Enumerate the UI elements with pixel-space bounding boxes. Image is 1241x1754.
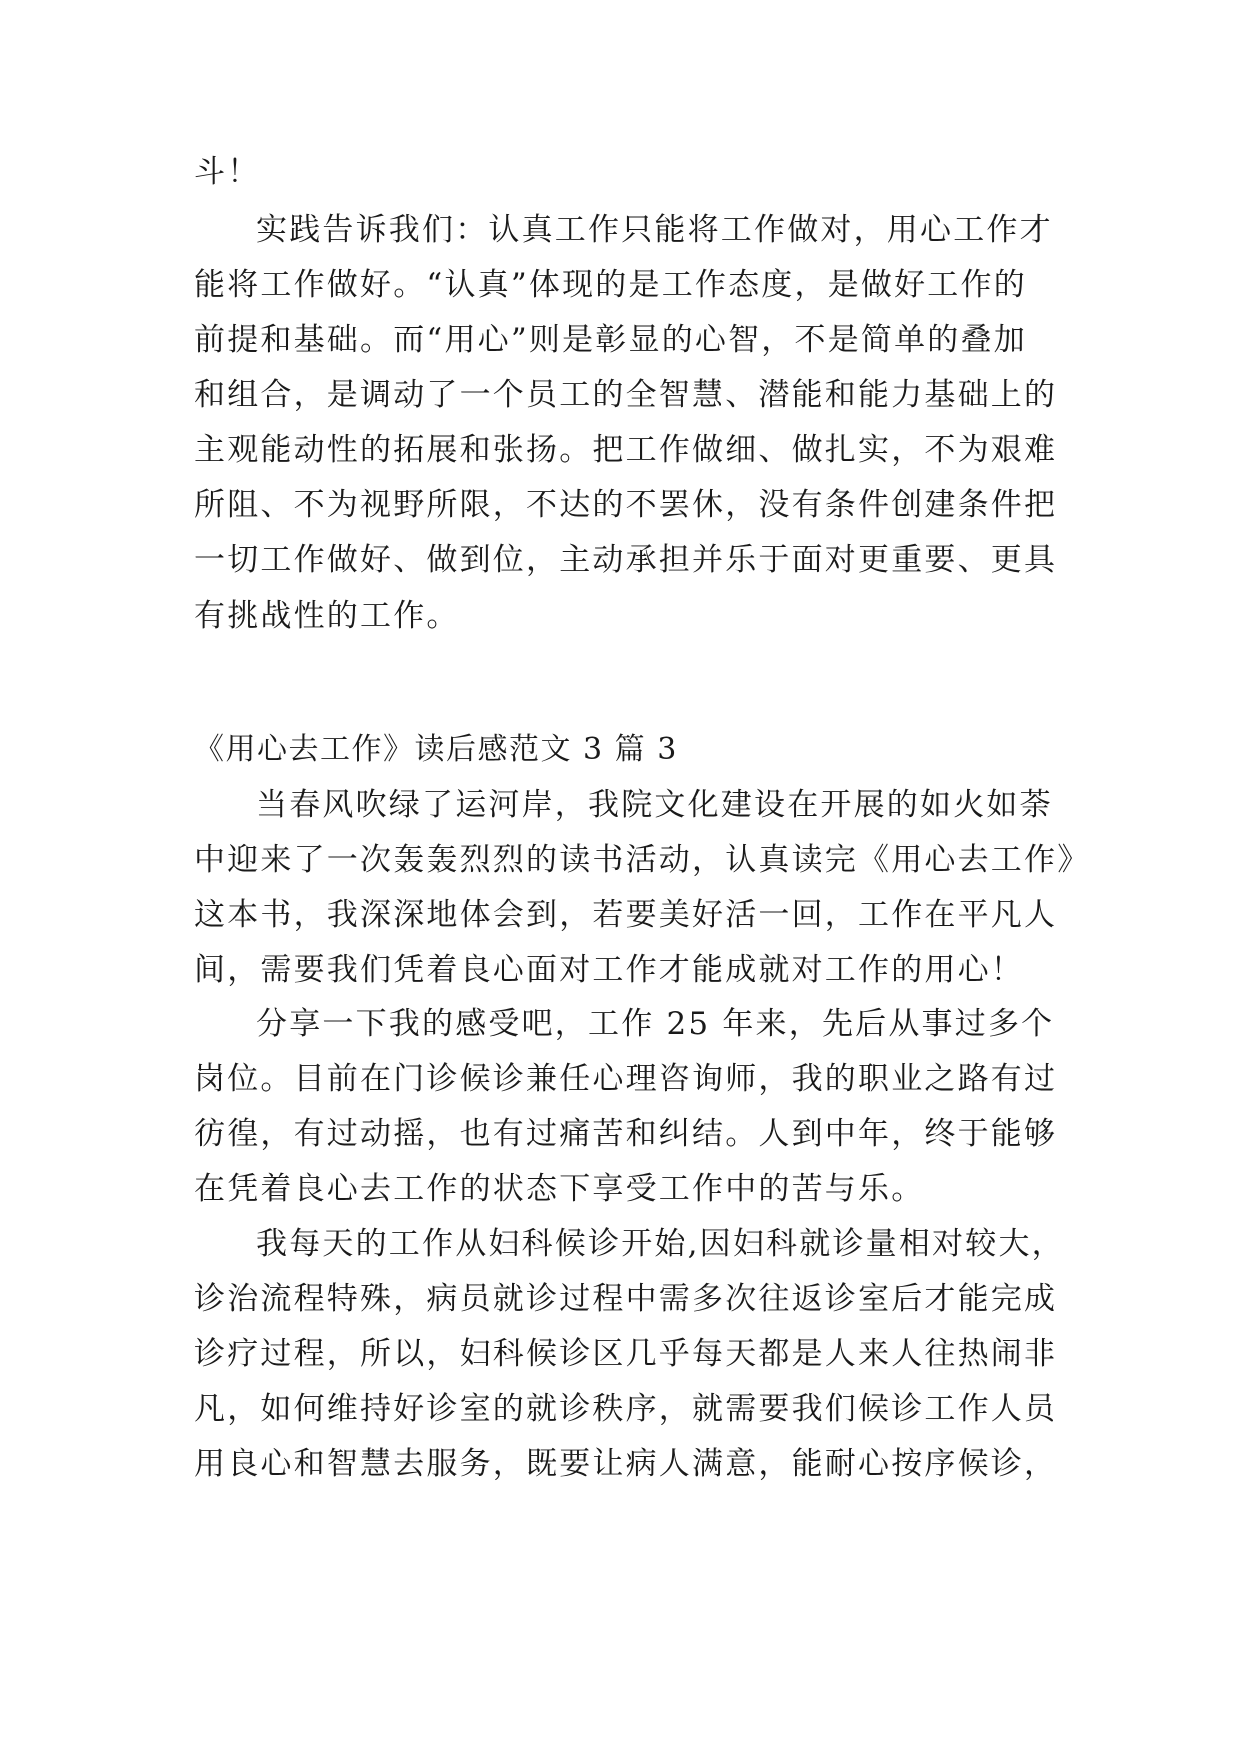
paragraph-line: 凡，如何维持好诊室的就诊秩序，就需要我们候诊工作人员: [194, 1391, 1058, 1427]
paragraph-line: 这本书，我深深地体会到，若要美好活一回，工作在平凡人: [194, 897, 1058, 933]
paragraph-line: 有挑战性的工作。: [194, 598, 460, 634]
paragraph-end-line: 斗！: [194, 154, 261, 190]
paragraph-line: 一切工作做好、做到位，主动承担并乐于面对更重要、更具: [194, 542, 1058, 578]
paragraph-line: 所阻、不为视野所限，不达的不罢休，没有条件创建条件把: [194, 487, 1058, 523]
paragraph-line: 间，需要我们凭着良心面对工作才能成就对工作的用心！: [194, 952, 1024, 988]
paragraph-line: 诊治流程特殊，病员就诊过程中需多次往返诊室后才能完成: [194, 1281, 1058, 1317]
paragraph-line: 岗位。目前在门诊候诊兼任心理咨询师，我的职业之路有过: [194, 1061, 1058, 1097]
paragraph-line: 中迎来了一次轰轰烈烈的读书活动，认真读完《用心去工作》: [194, 842, 1091, 878]
paragraph-line: 分享一下我的感受吧，工作 25 年来，先后从事过多个: [256, 1006, 1055, 1042]
paragraph-line: 我每天的工作从妇科候诊开始,因妇科就诊量相对较大，: [256, 1226, 1065, 1262]
paragraph-line: 彷徨，有过动摇，也有过痛苦和纠结。人到中年，终于能够: [194, 1116, 1058, 1152]
paragraph-line: 诊疗过程，所以，妇科候诊区几乎每天都是人来人往热闹非: [194, 1336, 1058, 1372]
paragraph-line: 当春风吹绿了运河岸，我院文化建设在开展的如火如荼: [256, 787, 1053, 823]
paragraph-line: 前提和基础。而“用心”则是彰显的心智，不是简单的叠加: [194, 322, 1027, 358]
paragraph-line: 主观能动性的拓展和张扬。把工作做细、做扎实，不为艰难: [194, 432, 1058, 468]
paragraph-line: 在凭着良心去工作的状态下享受工作中的苦与乐。: [194, 1171, 925, 1207]
paragraph-line: 实践告诉我们：认真工作只能将工作做对，用心工作才: [256, 212, 1053, 248]
section-heading: 《用心去工作》读后感范文 3 篇 3: [194, 732, 678, 767]
paragraph-line: 用良心和智慧去服务，既要让病人满意，能耐心按序候诊，: [194, 1446, 1058, 1482]
paragraph-line: 能将工作做好。“认真”体现的是工作态度，是做好工作的: [194, 267, 1027, 303]
paragraph-line: 和组合，是调动了一个员工的全智慧、潜能和能力基础上的: [194, 377, 1058, 413]
